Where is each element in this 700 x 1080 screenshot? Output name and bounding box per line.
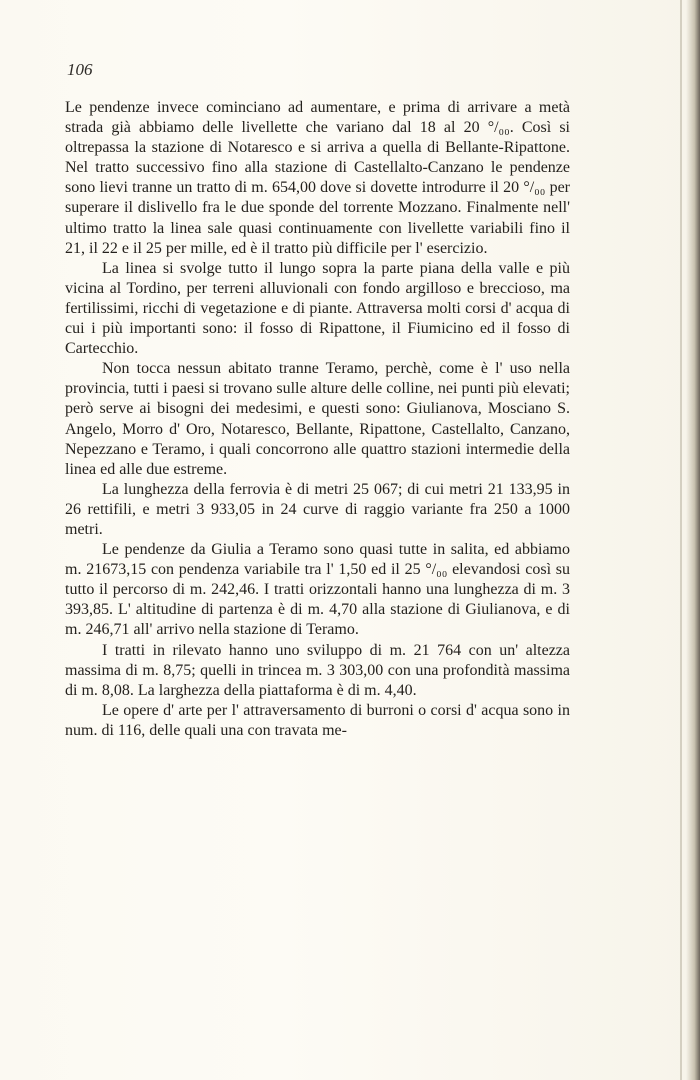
paragraph-3: Non tocca nessun abitato tranne Teramo, perchè, come è l' uso nella provincia, tutti i paesi si trovano sulle alture delle colline, nei punti più elevati; però serve ai bisogni dei medesimi, e questi sono: Giulianova, Mosciano S. Angelo, Morro d' Oro, Notaresco, Bellante, Ripattone, Castellalto, Canzano, Nepezzano e Teramo, i quali concorrono alle quattro stazioni intermedie della linea ed alle due estreme. — [65, 360, 570, 478]
page-number: 106 — [67, 60, 93, 79]
paragraph-4: La lunghezza della ferrovia è di metri 25 067; di cui metri 21 133,95 in 26 rettifili, e metri 3 933,05 in 24 curve di raggio variante fra 250 a 1000 metri. — [65, 480, 570, 538]
paragraph-1: Le pendenze invece cominciano ad aumentare, e prima di arrivare a metà strada già abbiamo delle livellette che variano dal 18 al 20 °/₀₀. Così si oltrepassa la stazione di Notaresco e si arriva a quella di Bellante-Ripattone. Nel tratto successivo fino alla stazione di Castellalto-Canzano le pendenze sono lievi tranne un tratto di m. 654,00 dove si dovette introdurre il 20 °/₀₀ per superare il dislivello fra le due sponde del torrente Mozzano. Finalmente nell' ultimo tratto la linea sale quasi continuamente con livellette variabili fino il 21, il 22 e il 25 per mille, ed è il tratto più difficile per l' esercizio. — [65, 99, 570, 257]
page-edge-shadow — [686, 0, 700, 1080]
paragraph-7: Le opere d' arte per l' attraversamento di burroni o corsi d' acqua sono in num. di 116, delle quali una con travata me- — [65, 701, 570, 739]
body-text — [65, 98, 570, 741]
paragraph-6: I tratti in rilevato hanno uno sviluppo di m. 21 764 con un' altezza massima di m. 8,75; quelli in trincea m. 3 303,00 con una profondità massima di m. 8,08. La larghezza della piattaforma è di m. 4,40. — [65, 641, 570, 699]
paragraph-2: La linea si svolge tutto il lungo sopra la parte piana della valle e più vicina al Tordino, per terreni alluvionali con fondo argilloso e breccioso, ma fertilissimi, ricchi di vegetazione e di piante. Attraversa molti corsi d' acqua di cui i più importanti sono: il fosso di Ripattone, il Fiumicino ed il fosso di Cartecchio. — [65, 259, 570, 358]
page-edge-shadow-line — [680, 0, 682, 1080]
paragraph-5: Le pendenze da Giulia a Teramo sono quasi tutte in salita, ed abbiamo m. 21673,15 con pendenza variabile tra l' 1,50 ed il 25 °/₀₀ elevandosi così su tutto il percorso di m. 242,46. I tratti orizzontali hanno una lunghezza di m. 3 393,85. L' altitudine di partenza è di m. 4,70 alla stazione di Giulianova, e di m. 246,71 all' arrivo nella stazione di Teramo. — [65, 541, 570, 639]
